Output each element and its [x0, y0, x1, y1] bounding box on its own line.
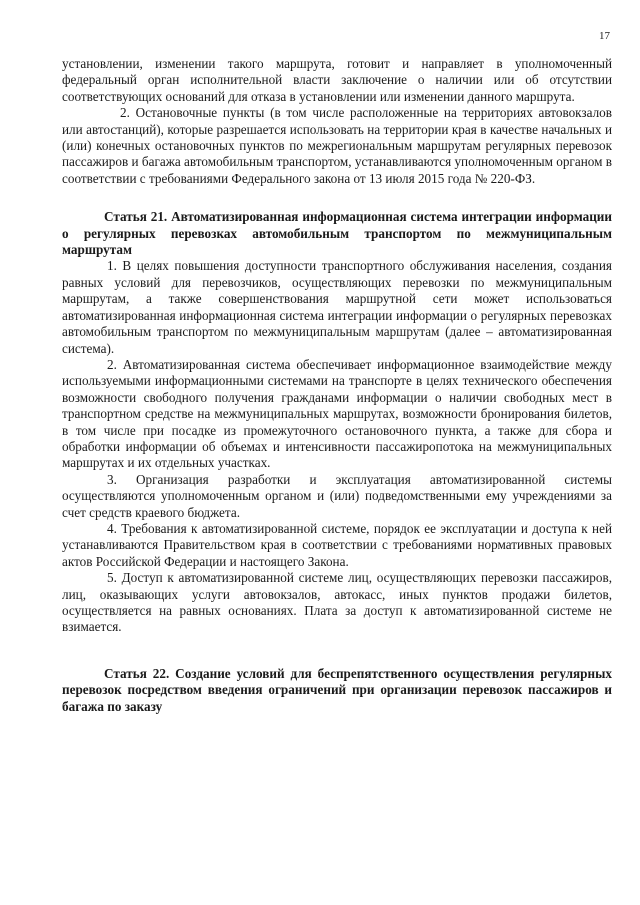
- document-body: [62, 56, 612, 715]
- article-21-paragraph-1: 1. В целях повышения доступности транспортного обслуживания населения, создания равных условий для перевозчиков, осуществляющих перевозки по межмуниципальным маршрутам, а также совершенствования маршрутной сети может использоваться автоматизированная информационная система интеграции информации о регулярных перевозках автомобильным транспортом по межмуниципальным маршрутам (далее – автоматизированная система).: [62, 258, 612, 356]
- article-21-paragraph-4: 4. Требования к автоматизированной системе, порядок ее эксплуатации и доступа к ней устанавливаются Правительством края в соответствии с требованиями нормативных правовых актов Российской Федерации и настоящего Закона.: [62, 520, 612, 569]
- article-21-paragraph-2: 2. Автоматизированная система обеспечивает информационное взаимодействие между используемыми информационными системами на транспорте в целях технического обеспечения возможности свободного получения гражданами информации о наличии свободных мест в транспортном средстве на межмуниципальных маршрутах, возможности бронирования билетов, в том числе при посадке из промежуточного остановочного пункта, а также для сбора и обработки информации об объемах и интенсивности пассажиропотока на межмуниципальных маршрутах и их отдельных участках.: [62, 356, 612, 471]
- page-number: 17: [599, 30, 610, 42]
- paragraph-stop-points: 2. Остановочные пункты (в том числе расположенные на территориях автовокзалов или автостанций), которые разрешается использовать на территории края в качестве начальных и (или) конечных остановочных пунктов по межрегиональным маршрутам регулярных перевозок пассажиров и багажа автомобильным транспортом, устанавливаются уполномоченным органом в соответствии с требованиями Федерального закона от 13 июля 2015 года № 220-ФЗ.: [62, 105, 612, 186]
- article-21-title: Статья 21. Автоматизированная информационная система интеграции информации о регулярных перевозках автомобильным транспортом по межмуниципальным маршрутам: [62, 209, 612, 258]
- article-21-paragraph-5: 5. Доступ к автоматизированной системе лиц, осуществляющих перевозки пассажиров, лиц, оказывающих услуги автовокзалов, автокасс, иных пунктов продажи билетов, осуществляется на равных основаниях. Плата за доступ к автоматизированной системе не взимается.: [62, 570, 612, 635]
- article-22-title: Статья 22. Создание условий для беспрепятственного осуществления регулярных перевозок посредством введения ограничений при организации перевозок пассажиров и багажа по заказу: [62, 665, 612, 714]
- article-21-paragraph-3: 3. Организация разработки и эксплуатация автоматизированной системы осуществляются уполномоченным органом и (или) подведомственными ему учреждениями за счет средств краевого бюджета.: [62, 471, 612, 520]
- paragraph-continuation: установлении, изменении такого маршрута, готовит и направляет в уполномоченный федеральный орган исполнительной власти заключение о наличии или об отсутствии соответствующих оснований для отказа в установлении или изменении данного маршрута.: [62, 56, 612, 104]
